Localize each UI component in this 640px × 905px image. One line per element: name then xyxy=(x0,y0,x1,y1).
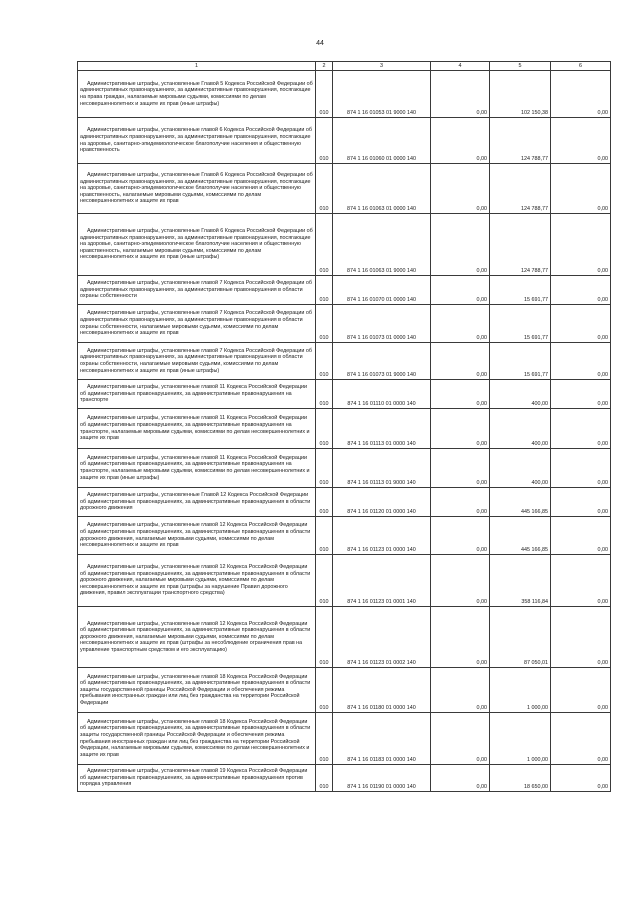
table-row xyxy=(78,668,611,713)
row-line-code: 010 xyxy=(316,713,333,765)
row-col-4: 0,00 xyxy=(431,380,490,409)
row-name: Административные штрафы, установленные главой 7 Кодекса Российской Федерации об административных правонарушениях, за административные правонарушения в области охраны собственности, налагаемые мировыми судьями, комиссиями по делам несовершеннолетних и защите их прав xyxy=(80,310,312,337)
table-row xyxy=(78,409,611,449)
row-col-5: 445 166,85 xyxy=(490,517,551,555)
table-row xyxy=(78,607,611,668)
budget-table xyxy=(77,61,611,792)
row-col-5: 400,00 xyxy=(490,409,551,449)
row-col-6: 0,00 xyxy=(551,607,611,668)
row-name-cell xyxy=(78,449,316,488)
row-col-4: 0,00 xyxy=(431,668,490,713)
row-name: Административные штрафы, установленные Главой 6 Кодекса Российской Федерации об административных правонарушениях, за административные правонарушения, посягающие на здоровье, санитарно-эпидемиологическое благополучие населения и общественную нравственность, налагаемые мировыми судьями, комиссиями по делам несовершеннолетних и защите их прав xyxy=(80,172,313,205)
row-col-6: 0,00 xyxy=(551,765,611,792)
row-name-cell xyxy=(78,607,316,668)
header-row xyxy=(78,62,611,71)
row-col-6: 0,00 xyxy=(551,276,611,305)
row-col-4: 0,00 xyxy=(431,607,490,668)
row-col-6: 0,00 xyxy=(551,517,611,555)
row-col-4: 0,00 xyxy=(431,555,490,607)
row-budget-code: 874 1 16 01060 01 0000 140 xyxy=(333,118,431,164)
row-col-6: 0,00 xyxy=(551,713,611,765)
row-col-4: 0,00 xyxy=(431,449,490,488)
row-col-5: 18 650,00 xyxy=(490,765,551,792)
row-name: Административные штрафы, установленные Главой 12 Кодекса Российской Федерации об административных правонарушениях, за административные правонарушения в области дорожного движения xyxy=(80,492,311,512)
row-col-4: 0,00 xyxy=(431,305,490,343)
row-col-5: 358 116,84 xyxy=(490,555,551,607)
row-name-cell xyxy=(78,517,316,555)
row-line-code: 010 xyxy=(316,449,333,488)
row-name: Административные штрафы, установленные главой 18 Кодекса Российской Федерации об административных правонарушениях, за административные правонарушения в области защиты государственной границы Российской Федерации и обеспечения режима пребывания иностранных граждан или лиц без гражданства на территории Российской Федерации, налагаемые мировыми судьями, комиссиями по делам несовершеннолетних и защите их прав xyxy=(80,718,311,758)
row-col-6: 0,00 xyxy=(551,214,611,276)
row-line-code: 010 xyxy=(316,118,333,164)
row-col-6: 0,00 xyxy=(551,488,611,517)
row-col-5: 445 166,85 xyxy=(490,488,551,517)
row-name: Административные штрафы, установленные главой 12 Кодекса Российской Федерации об административных правонарушениях, за административные правонарушения в области дорожного движения, налагаемые мировыми судьями, комиссиями по делам несовершеннолетних и защите их прав (штрафы за несоблюдение ограничения прав на управление транспортным средством и его эксплуатацию) xyxy=(80,620,311,653)
header-cell: 2 xyxy=(316,62,333,71)
row-name-cell xyxy=(78,343,316,380)
row-col-5: 124 788,77 xyxy=(490,214,551,276)
row-name-cell xyxy=(78,118,316,164)
table-row xyxy=(78,305,611,343)
row-line-code: 010 xyxy=(316,668,333,713)
row-col-4: 0,00 xyxy=(431,118,490,164)
row-budget-code: 874 1 16 01123 01 0001 140 xyxy=(333,555,431,607)
row-name: Административные штрафы, установленные Главой 5 Кодекса Российской Федерации об административных правонарушениях, за административные правонарушения, посягающие на права граждан, налагаемые мировыми судьями, комиссиями по делам несовершеннолетних и защите их прав (иные штрафы) xyxy=(80,80,313,107)
table-row xyxy=(78,71,611,118)
row-budget-code: 874 1 16 01123 01 0000 140 xyxy=(333,517,431,555)
row-col-6: 0,00 xyxy=(551,449,611,488)
row-budget-code: 874 1 16 01183 01 0000 140 xyxy=(333,713,431,765)
row-col-6: 0,00 xyxy=(551,164,611,214)
row-col-6: 0,00 xyxy=(551,118,611,164)
table-row xyxy=(78,765,611,792)
row-col-6: 0,00 xyxy=(551,71,611,118)
row-budget-code: 874 1 16 01070 01 0000 140 xyxy=(333,276,431,305)
table-row xyxy=(78,713,611,765)
table-row xyxy=(78,517,611,555)
row-col-6: 0,00 xyxy=(551,409,611,449)
row-name: Административные штрафы, установленные главой 12 Кодекса Российской Федерации об административных правонарушениях, за административные правонарушения в области дорожного движения, налагаемые мировыми судьями, комиссиями по делам несовершеннолетних и защите их прав xyxy=(80,522,311,549)
header-cell: 1 xyxy=(78,62,316,71)
row-col-4: 0,00 xyxy=(431,517,490,555)
row-name-cell xyxy=(78,71,316,118)
row-col-5: 1 000,00 xyxy=(490,713,551,765)
table-row xyxy=(78,276,611,305)
row-budget-code: 874 1 16 01063 01 9000 140 xyxy=(333,214,431,276)
row-name-cell xyxy=(78,488,316,517)
page-number: 44 xyxy=(316,40,324,47)
row-line-code: 010 xyxy=(316,488,333,517)
row-name-cell xyxy=(78,214,316,276)
row-budget-code: 874 1 16 01123 01 0002 140 xyxy=(333,607,431,668)
row-name-cell xyxy=(78,164,316,214)
row-name: Административные штрафы, установленные главой 11 Кодекса Российской Федерации об административных правонарушениях, за административные правонарушения на транспорте, налагаемые мировыми судьями, комиссиями по делам несовершеннолетних и защите их прав xyxy=(80,415,310,442)
table-row xyxy=(78,214,611,276)
row-budget-code: 874 1 16 01073 01 9000 140 xyxy=(333,343,431,380)
row-line-code: 010 xyxy=(316,607,333,668)
table-row xyxy=(78,118,611,164)
row-line-code: 010 xyxy=(316,71,333,118)
row-col-4: 0,00 xyxy=(431,276,490,305)
row-col-4: 0,00 xyxy=(431,765,490,792)
table-row xyxy=(78,555,611,607)
row-line-code: 010 xyxy=(316,517,333,555)
row-col-4: 0,00 xyxy=(431,71,490,118)
header-cell: 6 xyxy=(551,62,611,71)
row-col-4: 0,00 xyxy=(431,164,490,214)
row-name: Административные штрафы, установленные главой 11 Кодекса Российской Федерации об административных правонарушениях, за административные правонарушения на транспорте, налагаемые мировыми судьями, комиссиями по делам несовершеннолетних и защите их прав (иные штрафы) xyxy=(80,454,310,481)
row-line-code: 010 xyxy=(316,380,333,409)
table-row xyxy=(78,164,611,214)
row-col-5: 15 691,77 xyxy=(490,276,551,305)
row-line-code: 010 xyxy=(316,214,333,276)
row-col-6: 0,00 xyxy=(551,305,611,343)
row-line-code: 010 xyxy=(316,276,333,305)
row-name: Административные штрафы, установленные Главой 6 Кодекса Российской Федерации об административных правонарушениях, за административные правонарушения, посягающие на здоровье, санитарно-эпидемиологическое благополучие населения и общественную нравственность, налагаемые мировыми судьями, комиссиями по делам несовершеннолетних и защите их прав (иные штрафы) xyxy=(80,228,313,261)
row-col-6: 0,00 xyxy=(551,668,611,713)
row-col-4: 0,00 xyxy=(431,214,490,276)
table-row xyxy=(78,343,611,380)
table-row xyxy=(78,488,611,517)
row-budget-code: 874 1 16 01113 01 9000 140 xyxy=(333,449,431,488)
row-col-5: 400,00 xyxy=(490,380,551,409)
row-col-6: 0,00 xyxy=(551,380,611,409)
row-name-cell xyxy=(78,305,316,343)
row-line-code: 010 xyxy=(316,305,333,343)
row-name-cell xyxy=(78,276,316,305)
row-line-code: 010 xyxy=(316,164,333,214)
row-budget-code: 874 1 16 01110 01 0000 140 xyxy=(333,380,431,409)
row-budget-code: 874 1 16 01063 01 0000 140 xyxy=(333,164,431,214)
row-budget-code: 874 1 16 01073 01 0000 140 xyxy=(333,305,431,343)
row-line-code: 010 xyxy=(316,409,333,449)
row-col-5: 124 788,77 xyxy=(490,118,551,164)
row-name-cell xyxy=(78,668,316,713)
row-col-6: 0,00 xyxy=(551,343,611,380)
header-cell: 4 xyxy=(431,62,490,71)
row-col-4: 0,00 xyxy=(431,409,490,449)
row-col-5: 400,00 xyxy=(490,449,551,488)
row-col-5: 87 050,01 xyxy=(490,607,551,668)
row-line-code: 010 xyxy=(316,765,333,792)
row-col-5: 124 788,77 xyxy=(490,164,551,214)
row-name: Административные штрафы, установленные главой 7 Кодекса Российской Федерации об административных правонарушениях, за административные правонарушения в области охраны собственности xyxy=(80,280,312,300)
row-name: Административные штрафы, установленные главой 12 Кодекса Российской Федерации об административных правонарушениях, за административные правонарушения в области дорожного движения, налагаемые мировыми судьями, комиссиями по делам несовершеннолетних и защите их прав (штрафы за нарушение Правил дорожного движения, правил эксплуатации транспортного средства) xyxy=(80,564,311,597)
header-cell: 3 xyxy=(333,62,431,71)
row-col-5: 1 000,00 xyxy=(490,668,551,713)
row-name-cell xyxy=(78,713,316,765)
row-name-cell xyxy=(78,409,316,449)
row-name: Административные штрафы, установленные главой 7 Кодекса Российской Федерации об административных правонарушениях, за административные правонарушения в области охраны собственности, налагаемые мировыми судьями, комиссиями по делам несовершеннолетних и защите их прав (иные штрафы) xyxy=(80,347,312,374)
row-line-code: 010 xyxy=(316,555,333,607)
row-col-5: 15 691,77 xyxy=(490,343,551,380)
row-budget-code: 874 1 16 01113 01 0000 140 xyxy=(333,409,431,449)
row-col-5: 102 150,38 xyxy=(490,71,551,118)
row-name-cell xyxy=(78,765,316,792)
row-name: Административные штрафы, установленные главой 6 Кодекса Российской Федерации об административных правонарушениях, за административные правонарушения, посягающие на здоровье, санитарно-эпидемиологическое благополучие населения и общественную нравственность xyxy=(80,127,312,154)
row-name: Административные штрафы, установленные главой 19 Кодекса Российской Федерации об административных правонарушениях, за административные правонарушения против порядка управления xyxy=(80,768,308,788)
row-budget-code: 874 1 16 01190 01 0000 140 xyxy=(333,765,431,792)
table-row xyxy=(78,380,611,409)
row-col-4: 0,00 xyxy=(431,343,490,380)
row-col-4: 0,00 xyxy=(431,713,490,765)
row-name: Административные штрафы, установленные главой 11 Кодекса Российской Федерации об административных правонарушениях, за административные правонарушения на транспорте xyxy=(80,384,307,404)
row-budget-code: 874 1 16 01053 01 9000 140 xyxy=(333,71,431,118)
row-budget-code: 874 1 16 01180 01 0000 140 xyxy=(333,668,431,713)
row-col-6: 0,00 xyxy=(551,555,611,607)
row-name: Административные штрафы, установленные главой 18 Кодекса Российской Федерации об административных правонарушениях, за административные правонарушения в области защиты государственной границы Российской Федерации и обеспечения режима пребывания иностранных граждан или лиц без гражданства на территории Российской Федерации xyxy=(80,673,311,706)
row-budget-code: 874 1 16 01120 01 0000 140 xyxy=(333,488,431,517)
row-name-cell xyxy=(78,555,316,607)
row-col-5: 15 691,77 xyxy=(490,305,551,343)
row-name-cell xyxy=(78,380,316,409)
row-line-code: 010 xyxy=(316,343,333,380)
header-cell: 5 xyxy=(490,62,551,71)
table-row xyxy=(78,449,611,488)
row-col-4: 0,00 xyxy=(431,488,490,517)
